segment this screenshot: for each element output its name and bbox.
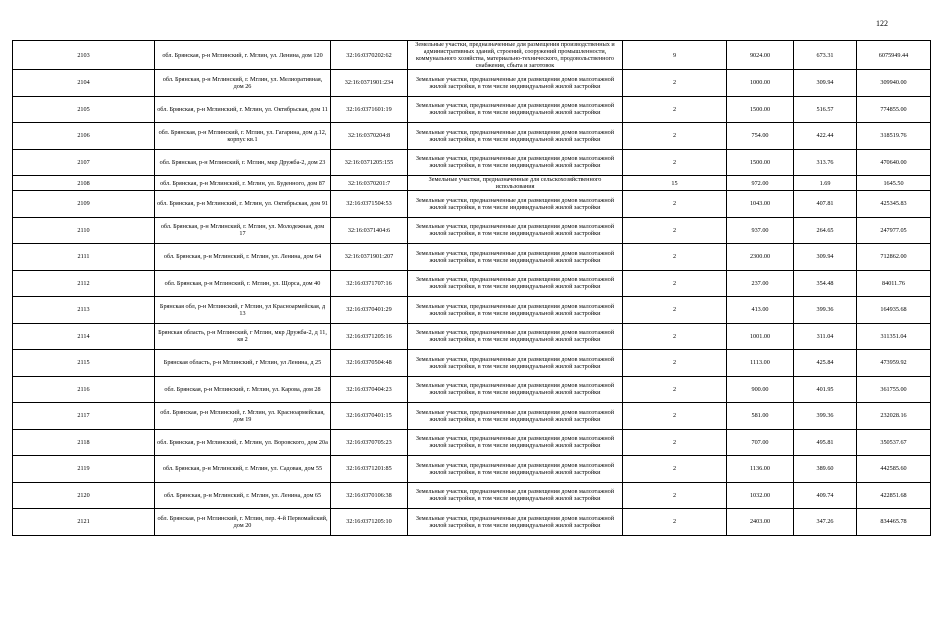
row-number-cell: 2111 [13,244,155,271]
row-number-cell: 2108 [13,176,155,191]
address-cell: обл. Брянская, р-н Мглинский, г. Мглин, ул. Воровского, дом 20а [155,429,331,456]
address-cell: обл. Брянская, р-н Мглинский, г. Мглин, ул. Ленина, дом 120 [155,41,331,70]
area-cell: 413.00 [727,297,794,324]
land-use-cell: Земельные участки, предназначенные для размещения домов малоэтажной жилой застройки, в том числе индивидуальной жилой застройки [408,482,623,509]
cadastral-number-cell: 32:16:0370106:38 [331,482,408,509]
land-use-cell: Земельные участки, предназначенные для размещения домов малоэтажной жилой застройки, в том числе индивидуальной жилой застройки [408,297,623,324]
land-use-cell: Земельные участки, предназначенные для размещения домов малоэтажной жилой застройки, в том числе индивидуальной жилой застройки [408,350,623,377]
row-number-cell: 2116 [13,376,155,403]
specific-value-cell: 495.81 [794,429,857,456]
specific-value-cell: 264.65 [794,217,857,244]
address-cell: обл. Брянская, р-н Мглинский, г. Мглин, ул. Ленина, дом 64 [155,244,331,271]
cadastral-value-cell: 834465.78 [857,509,931,536]
table-row [13,297,931,324]
land-use-cell: Земельные участки, предназначенные для размещения домов малоэтажной жилой застройки, в том числе индивидуальной жилой застройки [408,217,623,244]
address-cell: Брянская область, р-н Мглинский, г Мглин, мкр Дружба-2, д 11, кв 2 [155,323,331,350]
cadastral-number-cell: 32:16:0370404:23 [331,376,408,403]
table-row [13,70,931,97]
table-row [13,482,931,509]
row-number-cell: 2114 [13,323,155,350]
use-group-cell: 2 [623,96,727,123]
cadastral-number-cell: 32:16:0370202:62 [331,41,408,70]
table-row [13,429,931,456]
cadastral-value-cell: 232028.16 [857,403,931,430]
area-cell: 2403.00 [727,509,794,536]
cadastral-value-cell: 350537.67 [857,429,931,456]
row-number-cell: 2103 [13,41,155,70]
table-row [13,123,931,150]
table-row [13,96,931,123]
cadastral-value-cell: 712862.00 [857,244,931,271]
specific-value-cell: 313.76 [794,149,857,176]
address-cell: обл. Брянская, р-н Мглинский, г. Мглин, мкр Дружба-2, дом 23 [155,149,331,176]
cadastral-number-cell: 32:16:0371707:16 [331,270,408,297]
table-row [13,244,931,271]
row-number-cell: 2109 [13,191,155,218]
area-cell: 707.00 [727,429,794,456]
address-cell: обл. Брянская, р-н Мглинский, г. Мглин, ул. Мелиоративная, дом 26 [155,70,331,97]
cadastral-number-cell: 32:16:0371201:85 [331,456,408,483]
cadastral-number-cell: 32:16:0371205:16 [331,323,408,350]
address-cell: Брянская обл, р-н Мглинский, г Мглин, ул Красноармейская, д 13 [155,297,331,324]
land-use-cell: Земельные участки, предназначенные для размещения домов малоэтажной жилой застройки, в том числе индивидуальной жилой застройки [408,456,623,483]
use-group-cell: 2 [623,191,727,218]
row-number-cell: 2118 [13,429,155,456]
cadastral-value-cell: 442585.60 [857,456,931,483]
cadastral-number-cell: 32:16:0371601:19 [331,96,408,123]
area-cell: 237.00 [727,270,794,297]
row-number-cell: 2110 [13,217,155,244]
land-use-cell: Земельные участки, предназначенные для размещения домов малоэтажной жилой застройки, в том числе индивидуальной жилой застройки [408,323,623,350]
row-number-cell: 2107 [13,149,155,176]
table-row [13,191,931,218]
specific-value-cell: 354.48 [794,270,857,297]
area-cell: 1043.00 [727,191,794,218]
specific-value-cell: 673.31 [794,41,857,70]
area-cell: 754.00 [727,123,794,150]
cadastral-number-cell: 32:16:0370401:15 [331,403,408,430]
cadastral-value-cell: 473959.92 [857,350,931,377]
use-group-cell: 2 [623,244,727,271]
page-number: 122 [876,19,888,28]
specific-value-cell: 422.44 [794,123,857,150]
row-number-cell: 2119 [13,456,155,483]
cadastral-value-cell: 247977.05 [857,217,931,244]
specific-value-cell: 311.04 [794,323,857,350]
table-row [13,456,931,483]
land-use-cell: Земельные участки, предназначенные для размещения домов малоэтажной жилой застройки, в том числе индивидуальной жилой застройки [408,509,623,536]
use-group-cell: 2 [623,270,727,297]
use-group-cell: 2 [623,297,727,324]
land-use-cell: Земельные участки, предназначенные для размещения домов малоэтажной жилой застройки, в том числе индивидуальной жилой застройки [408,429,623,456]
area-cell: 9024.00 [727,41,794,70]
row-number-cell: 2117 [13,403,155,430]
table-row [13,217,931,244]
use-group-cell: 2 [623,149,727,176]
area-cell: 581.00 [727,403,794,430]
row-number-cell: 2105 [13,96,155,123]
address-cell: обл. Брянская, р-н Мглинский, г. Мглин, ул. Садовая, дом 55 [155,456,331,483]
cadastral-number-cell: 32:16:0370401:29 [331,297,408,324]
cadastral-value-cell: 164935.68 [857,297,931,324]
row-number-cell: 2115 [13,350,155,377]
use-group-cell: 2 [623,509,727,536]
land-use-cell: Земельные участки, предназначенные для размещения домов малоэтажной жилой застройки, в том числе индивидуальной жилой застройки [408,149,623,176]
cadastral-value-cell: 425345.83 [857,191,931,218]
land-use-cell: Земельные участки, предназначенные для размещения домов малоэтажной жилой застройки, в том числе индивидуальной жилой застройки [408,96,623,123]
table-row [13,41,931,70]
land-use-cell: Земельные участки, предназначенные для размещения домов малоэтажной жилой застройки, в том числе индивидуальной жилой застройки [408,191,623,218]
cadastral-value-cell: 422851.68 [857,482,931,509]
cadastral-value-cell: 6075949.44 [857,41,931,70]
use-group-cell: 2 [623,403,727,430]
use-group-cell: 2 [623,123,727,150]
specific-value-cell: 309.94 [794,244,857,271]
area-cell: 1001.00 [727,323,794,350]
cadastral-number-cell: 32:16:0370201:7 [331,176,408,191]
address-cell: обл. Брянская, р-н Мглинский, г. Мглин, ул. Октябрьская, дом 11 [155,96,331,123]
cadastral-number-cell: 32:16:0371205:155 [331,149,408,176]
land-use-cell: Земельные участки, предназначенные для размещения домов малоэтажной жилой застройки, в том числе индивидуальной жилой застройки [408,270,623,297]
table-row [13,509,931,536]
specific-value-cell: 516.57 [794,96,857,123]
cadastral-value-cell: 84011.76 [857,270,931,297]
specific-value-cell: 399.36 [794,403,857,430]
specific-value-cell: 409.74 [794,482,857,509]
specific-value-cell: 425.84 [794,350,857,377]
table-row [13,270,931,297]
cadastral-value-cell: 361755.00 [857,376,931,403]
cadastral-number-cell: 32:16:0371404:6 [331,217,408,244]
table-row [13,403,931,430]
land-registry-table [12,40,931,536]
address-cell: обл. Брянская, р-н Мглинский, г. Мглин, ул. Буденного, дом 87 [155,176,331,191]
address-cell: обл. Брянская, р-н Мглинский, г. Мглин, пер. 4-й Первомайский, дом 20 [155,509,331,536]
cadastral-value-cell: 1645.50 [857,176,931,191]
address-cell: Брянская область, р-н Мглинский, г Мглин, ул Ленина, д 25 [155,350,331,377]
address-cell: обл. Брянская, р-н Мглинский, г. Мглин, ул. Молодежная, дом 17 [155,217,331,244]
land-use-cell: Земельные участки, предназначенные для размещения домов малоэтажной жилой застройки, в том числе индивидуальной жилой застройки [408,70,623,97]
area-cell: 1000.00 [727,70,794,97]
row-number-cell: 2120 [13,482,155,509]
use-group-cell: 2 [623,70,727,97]
use-group-cell: 2 [623,323,727,350]
use-group-cell: 9 [623,41,727,70]
address-cell: обл. Брянская, р-н Мглинский, г. Мглин, ул. Гагарина, дом д.12, корпус кв.1 [155,123,331,150]
land-use-cell: Земельные участки, предназначенные для размещения домов малоэтажной жилой застройки, в том числе индивидуальной жилой застройки [408,403,623,430]
specific-value-cell: 399.36 [794,297,857,324]
table-row [13,323,931,350]
use-group-cell: 15 [623,176,727,191]
land-use-cell: Земельные участки, предназначенные для сельскохозяйственного использования [408,176,623,191]
cadastral-number-cell: 32:16:0370504:48 [331,350,408,377]
cadastral-number-cell: 32:16:0371901:234 [331,70,408,97]
address-cell: обл. Брянская, р-н Мглинский, г. Мглин, ул. Октябрьская, дом 91 [155,191,331,218]
address-cell: обл. Брянская, р-н Мглинский, г. Мглин, ул. Красноармейская, дом 19 [155,403,331,430]
specific-value-cell: 309.94 [794,70,857,97]
cadastral-value-cell: 318519.76 [857,123,931,150]
cadastral-value-cell: 774855.00 [857,96,931,123]
area-cell: 1500.00 [727,96,794,123]
area-cell: 1136.00 [727,456,794,483]
table-body [13,41,931,536]
land-use-cell: Земельные участки, предназначенные для размещения домов малоэтажной жилой застройки, в том числе индивидуальной жилой застройки [408,244,623,271]
area-cell: 1113.00 [727,350,794,377]
row-number-cell: 2104 [13,70,155,97]
table-row [13,176,931,191]
specific-value-cell: 347.26 [794,509,857,536]
table-row [13,149,931,176]
cadastral-number-cell: 32:16:0371901:207 [331,244,408,271]
cadastral-number-cell: 32:16:0370705:23 [331,429,408,456]
cadastral-number-cell: 32:16:0371205:10 [331,509,408,536]
row-number-cell: 2106 [13,123,155,150]
land-use-cell: Земельные участки, предназначенные для размещения домов малоэтажной жилой застройки, в том числе индивидуальной жилой застройки [408,123,623,150]
area-cell: 972.00 [727,176,794,191]
use-group-cell: 2 [623,376,727,403]
area-cell: 900.00 [727,376,794,403]
use-group-cell: 2 [623,429,727,456]
specific-value-cell: 407.81 [794,191,857,218]
address-cell: обл. Брянская, р-н Мглинский, г. Мглин, ул. Щорса, дом 40 [155,270,331,297]
area-cell: 1500.00 [727,149,794,176]
specific-value-cell: 1.69 [794,176,857,191]
area-cell: 937.00 [727,217,794,244]
address-cell: обл. Брянская, р-н Мглинский, г. Мглин, ул. Ленина, дом 65 [155,482,331,509]
area-cell: 2300.00 [727,244,794,271]
row-number-cell: 2121 [13,509,155,536]
area-cell: 1032.00 [727,482,794,509]
address-cell: обл. Брянская, р-н Мглинский, г. Мглин, ул. Карова, дом 28 [155,376,331,403]
row-number-cell: 2113 [13,297,155,324]
cadastral-value-cell: 309940.00 [857,70,931,97]
cadastral-value-cell: 470640.00 [857,149,931,176]
land-use-cell: Земельные участки, предназначенные для размещения производственных и административных зданий, строений, сооружений промышленности, коммунального хозяйства, материально-технического, продовольственного снабжения, сбыта и заготовок [408,41,623,70]
cadastral-number-cell: 32:16:0370204:8 [331,123,408,150]
cadastral-number-cell: 32:16:0371504:53 [331,191,408,218]
land-use-cell: Земельные участки, предназначенные для размещения домов малоэтажной жилой застройки, в том числе индивидуальной жилой застройки [408,376,623,403]
use-group-cell: 2 [623,217,727,244]
table-row [13,350,931,377]
use-group-cell: 2 [623,482,727,509]
use-group-cell: 2 [623,456,727,483]
cadastral-value-cell: 311351.04 [857,323,931,350]
table-row [13,376,931,403]
row-number-cell: 2112 [13,270,155,297]
use-group-cell: 2 [623,350,727,377]
specific-value-cell: 389.60 [794,456,857,483]
specific-value-cell: 401.95 [794,376,857,403]
